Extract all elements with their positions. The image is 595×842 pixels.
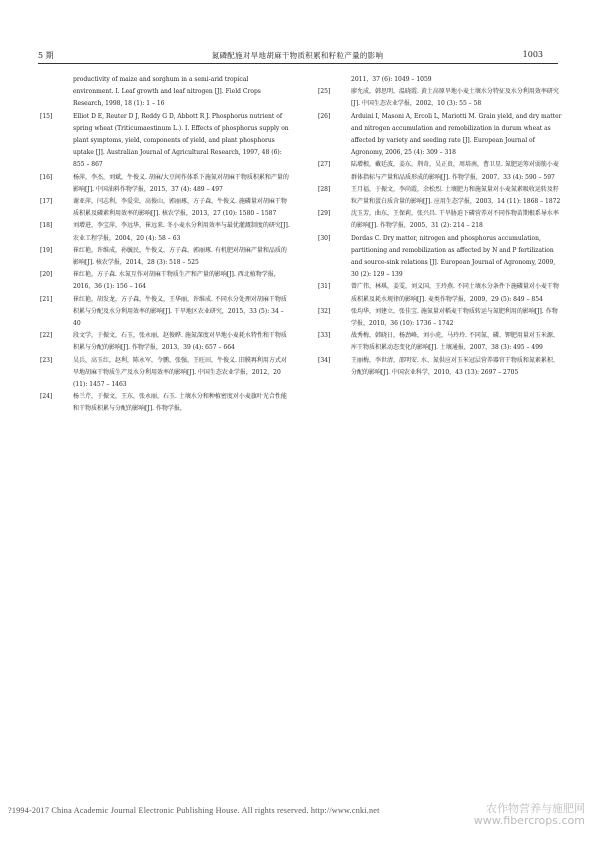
- issue-number: 5 期: [38, 51, 54, 60]
- reference-text: 2011，37 (6): 1049 – 1059: [351, 76, 432, 83]
- watermark-url: www.fibercrops.com: [473, 814, 585, 827]
- reference-text: Arduini I, Masoni A, Ercoli L, Mariotti M. Grain yield, and dry matter and nitrogen accumulation and remobilization in durum wheat as affected by variety and seeding rate [J]. European Journal of Agronomy, 2006, 25 (4): 309 – 318: [351, 112, 562, 157]
- reference-item: [40, 220, 290, 244]
- reference-text: 崔红艳，许维成，孙毓民，牛俊义，方子森，郭丽琢. 有机肥对胡麻产量和品质的影响[J]. 核农学报，2014，28 (3): 518 – 525: [73, 246, 287, 267]
- reference-item: [318, 208, 563, 232]
- reference-text: Elliot D E, Reuter D J, Reddy G D, Abbott R J. Phosphorus nutrient of spring wheat (Triticumaestinum L.). I. Effects of phosphorus supply on plant symptoms, yield, components of yield, and plant phosphorus uptake [J]. Australian Journal of Agricultural Research, 1997, 48 (6): 855 – 867: [73, 112, 289, 169]
- page-header: [0, 0, 595, 60]
- references-right-column: [318, 74, 563, 379]
- reference-text: productivity of maize and sorghum in a semi-arid tropical environment. I. Leaf growth and leaf nitrogen [J]. Field Crops Research, 1998, 18 (1): 1 – 16: [73, 76, 261, 108]
- reference-item: [318, 86, 563, 110]
- reference-number: [22]: [40, 332, 53, 340]
- reference-number: [24]: [40, 393, 53, 401]
- reference-item: [318, 111, 563, 160]
- reference-item: [40, 245, 290, 269]
- reference-text: Dordas C. Dry matter, nitrogen and phosphorus accumulation, partitioning and remobilization as affected by N and P fertilization and source-sink relations [J]. European Journal of Agronomy, 2009, 30 (2): 129 – 139: [351, 234, 556, 279]
- reference-item: [40, 196, 290, 220]
- reference-item: [318, 159, 563, 183]
- reference-number: [32]: [318, 307, 331, 315]
- reference-number: [25]: [318, 88, 331, 96]
- reference-item: [318, 281, 563, 305]
- reference-text: 吴兵，高玉红，赵利，陈永军，令鹏，张强，王旺田，牛俊义. 旧膜再利用方式对旱地胡麻干物质生产及水分利用效率的影响[J]. 中国生态农业学报，2012，20 (11): 1457 – 1463: [73, 356, 287, 389]
- reference-number: [33]: [318, 332, 331, 340]
- reference-item: [40, 74, 290, 111]
- reference-number: [18]: [40, 222, 53, 230]
- reference-item: [318, 74, 563, 86]
- reference-item: [40, 111, 290, 172]
- reference-item: [40, 294, 290, 331]
- reference-number: [20]: [40, 271, 53, 279]
- watermark-text: 农作物营养与施肥网: [486, 802, 585, 815]
- reference-number: [19]: [40, 246, 53, 254]
- reference-number: [34]: [318, 356, 331, 364]
- reference-text: 曾广伟，林琪，姜雯，刘义国，王玲燕. 不同土壤水分条件下施磷量对小麦干物质积累及耗水规律的影响[J]. 麦类作物学报，2009，29 (5): 849 – 854: [351, 283, 559, 303]
- reference-text: 崔红艳，胡发龙，方子森，牛俊义，王华丽，许维成. 不同水分处理对胡麻干物质积累与分配及水分利用效率的影响[J]. 干旱地区农业研究，2015，33 (5): 34 – 40: [73, 295, 287, 328]
- reference-text: 陆增根，戴廷波，姜东，荆奇，吴正贵，周培南，曹卫星. 氮肥运筹对弱筋小麦群体指标与产量和品质形成的影响[J]. 作物学报，2007，33 (4): 590 – 597: [351, 161, 559, 181]
- reference-text: 杨兰芹，于振文，王东，张永丽，石玉. 土壤水分和种植密度对小麦旗叶光合性能和干物质积累与分配的影响[J]. 作物学报，: [73, 393, 287, 413]
- page-footer: [0, 802, 595, 827]
- reference-text: 沈玉芳，曲东，王保莉，张兴昌. 干旱胁迫下磷营养对不同作物苗期根系导水率的影响[J]. 作物学报，2005，31 (2): 214 – 218: [351, 210, 559, 230]
- reference-item: [40, 391, 290, 415]
- reference-item: [318, 184, 563, 208]
- reference-text: 杨萍，李杰，刘斌，牛俊义. 胡麻/大豆间作体系下施氮对胡麻干物质积累和产量的影响[J]. 中国油料作物学报，2015，37 (4): 489 – 497: [73, 173, 289, 193]
- reference-text: 廖允成，韩思明，温晓霞. 黄土高原旱地小麦土壤水分特征及水分利用效率研究[J]. 中国生态农业学报，2002，10 (3): 55 – 58: [351, 88, 559, 108]
- reference-number: [27]: [318, 161, 331, 169]
- reference-text: 段文学，于振文，石玉，张永丽，赵俊晔. 施氮深度对旱地小麦耗水特性和干物质积累与分配的影响[J]. 作物学报，2013，39 (4): 657 – 664: [73, 332, 287, 352]
- reference-number: [26]: [318, 112, 331, 120]
- reference-number: [23]: [40, 356, 53, 364]
- reference-item: [40, 330, 290, 354]
- running-title: 氮磷配施对旱地胡麻干物质积累和籽粒产量的影响: [211, 51, 384, 60]
- reference-text: 战秀梅，韩晓日，杨劲峰，刘小虎，马玲玲. 不同氮、磷、钾肥用量对玉米源、库干物质积累动态变化的影响[J]. 土壤通报，2007，38 (3): 495 – 499: [351, 332, 559, 352]
- reference-text: 王丽梅，李世清，邵明安. 水、氮供应对玉米冠层营养器官干物质和氮素累积、分配的影响[J]. 中国农业科学，2010，43 (13): 2697 – 2705: [351, 356, 559, 376]
- reference-item: [40, 269, 290, 293]
- header-rule: [38, 63, 558, 64]
- references-left-column: [40, 74, 290, 416]
- reference-number: [17]: [40, 198, 53, 206]
- reference-item: [318, 330, 563, 354]
- reference-number: [21]: [40, 295, 53, 303]
- reference-item: [318, 306, 563, 330]
- reference-number: [30]: [318, 234, 331, 242]
- reference-text: 谢亚萍，闫志利，李爱荣，高俊山，郭丽琢，方子森，牛俊义. 施磷量对胡麻干物质积累及磷素利用效率的影响[J]. 核农学报，2013，27 (10): 1580 – 1587: [73, 198, 287, 218]
- reference-number: [15]: [40, 112, 53, 120]
- reference-text: 崔红艳，方子森. 水氮互作对胡麻干物质生产和产量的影响[J]. 西北植物学报，2016，36 (1): 156 – 164: [73, 271, 280, 291]
- reference-number: [29]: [318, 210, 331, 218]
- reference-item: [318, 233, 563, 282]
- reference-item: [40, 172, 290, 196]
- reference-text: 刘增进，李宝萍，李远华，崔远来. 冬小麦水分利用效率与最优灌溉制度的研究[J]. 农业工程学报，2004，20 (4): 58 – 63: [73, 222, 290, 242]
- reference-item: [40, 355, 290, 392]
- copyright-notice: ?1994-2017 China Academic Journal Electronic Publishing House. All rights reserved. http://www.cnki.net: [8, 806, 380, 815]
- reference-text: 张均华，刘建立，张佳宝. 施氮量对稻麦干物质转运与氮肥利用的影响[J]. 作物学报，2010，36 (10): 1736 – 1742: [351, 307, 558, 328]
- reference-number: [16]: [40, 173, 53, 181]
- reference-number: [28]: [318, 185, 331, 193]
- reference-number: [31]: [318, 283, 331, 291]
- reference-text: 王月福，于振文，李尚霞，余松烈. 土壤肥力和施氮量对小麦氮素吸收运转及籽粒产量和蛋白质含量的影响[J]. 应用生态学报，2003，14 (11): 1868 – 1872: [351, 185, 561, 206]
- reference-item: [318, 355, 563, 379]
- page-number: 1003: [522, 50, 543, 59]
